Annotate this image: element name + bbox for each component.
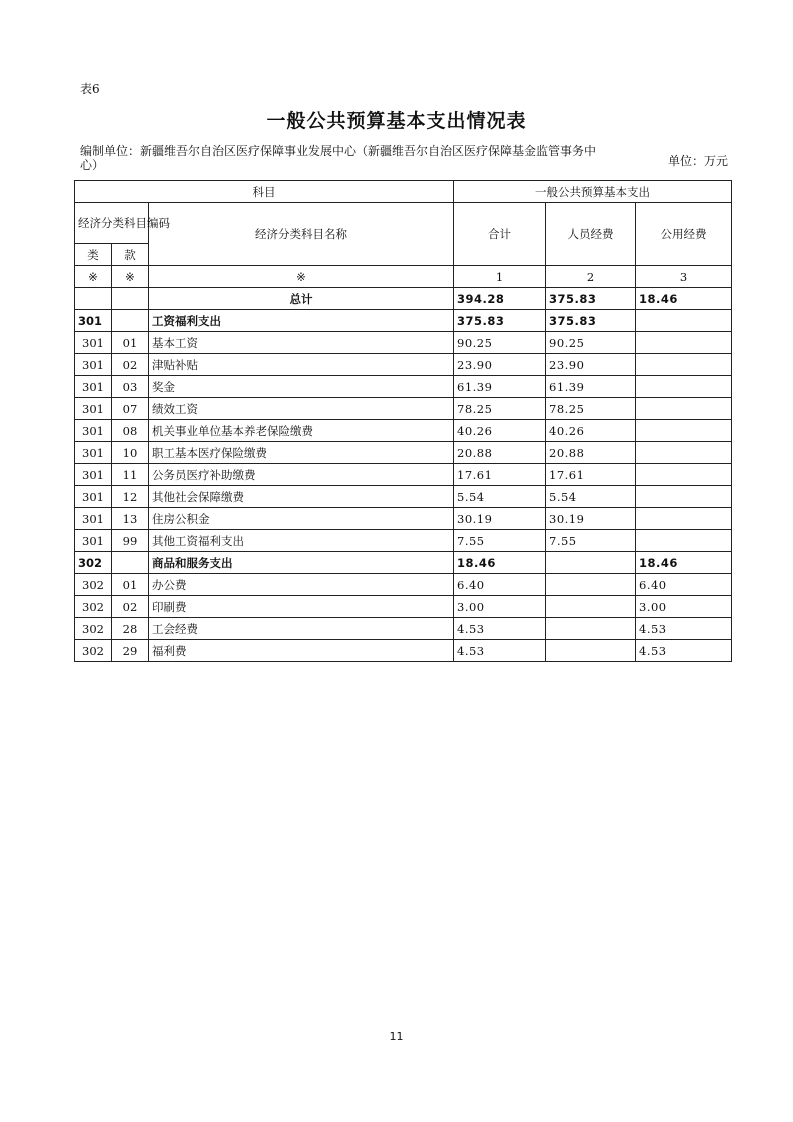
row-personnel: 30.19 (546, 508, 636, 530)
sum-label: 总计 (149, 288, 454, 310)
mark-kuan: ※ (112, 266, 149, 288)
row-public (636, 332, 732, 354)
sum-total: 394.28 (454, 288, 546, 310)
row-total: 4.53 (454, 618, 546, 640)
header-lei: 类 (75, 244, 112, 266)
row-kuan: 02 (112, 354, 149, 376)
sum-kuan (112, 288, 149, 310)
row-name: 其他社会保障缴费 (149, 486, 454, 508)
table-tag: 表6 (80, 82, 100, 96)
row-lei: 302 (75, 618, 112, 640)
row-public (636, 530, 732, 552)
table-row (75, 640, 732, 662)
table-row (75, 442, 732, 464)
col-index-3: 3 (636, 266, 732, 288)
page-number: 11 (389, 1030, 404, 1043)
row-lei: 302 (75, 640, 112, 662)
row-name: 津贴补贴 (149, 354, 454, 376)
row-total: 61.39 (454, 376, 546, 398)
row-kuan: 11 (112, 464, 149, 486)
row-total: 30.19 (454, 508, 546, 530)
row-public (636, 310, 732, 332)
row-name: 商品和服务支出 (149, 552, 454, 574)
row-total: 5.54 (454, 486, 546, 508)
row-name: 公务员医疗补助缴费 (149, 464, 454, 486)
row-lei: 301 (75, 508, 112, 530)
row-lei: 302 (75, 596, 112, 618)
row-public (636, 420, 732, 442)
row-total: 375.83 (454, 310, 546, 332)
row-total: 23.90 (454, 354, 546, 376)
header-code: 经济分类科目编码 (75, 203, 149, 244)
sum-personnel: 375.83 (546, 288, 636, 310)
row-name: 奖金 (149, 376, 454, 398)
org-line-1: 编制单位：新疆维吾尔自治区医疗保障事业发展中心（新疆维吾尔自治区医疗保障基金监管事务中 (80, 144, 597, 158)
table-row (75, 618, 732, 640)
header-row-1 (75, 181, 732, 203)
row-kuan (112, 310, 149, 332)
row-name: 工资福利支出 (149, 310, 454, 332)
row-name: 福利费 (149, 640, 454, 662)
row-personnel: 7.55 (546, 530, 636, 552)
table-row (75, 376, 732, 398)
budget-table (74, 180, 732, 662)
sum-public: 18.46 (636, 288, 732, 310)
row-public (636, 508, 732, 530)
row-name: 工会经费 (149, 618, 454, 640)
table-row (75, 332, 732, 354)
table-row (75, 530, 732, 552)
row-public: 3.00 (636, 596, 732, 618)
header-subject: 科目 (75, 181, 454, 203)
row-kuan: 12 (112, 486, 149, 508)
row-public (636, 464, 732, 486)
row-name: 办公费 (149, 574, 454, 596)
row-total: 20.88 (454, 442, 546, 464)
row-personnel (546, 618, 636, 640)
row-lei: 302 (75, 574, 112, 596)
sum-lei (75, 288, 112, 310)
row-personnel: 17.61 (546, 464, 636, 486)
table-row (75, 552, 732, 574)
row-public: 6.40 (636, 574, 732, 596)
row-lei: 301 (75, 442, 112, 464)
row-total: 18.46 (454, 552, 546, 574)
row-kuan: 02 (112, 596, 149, 618)
row-public (636, 354, 732, 376)
row-personnel: 20.88 (546, 442, 636, 464)
table-row (75, 398, 732, 420)
row-kuan: 01 (112, 574, 149, 596)
header-name: 经济分类科目名称 (149, 203, 454, 266)
row-lei: 301 (75, 376, 112, 398)
table-row (75, 464, 732, 486)
row-lei: 301 (75, 464, 112, 486)
row-kuan: 29 (112, 640, 149, 662)
row-total: 3.00 (454, 596, 546, 618)
header-budget: 一般公共预算基本支出 (454, 181, 732, 203)
row-public: 18.46 (636, 552, 732, 574)
row-personnel (546, 574, 636, 596)
header-public: 公用经费 (636, 203, 732, 266)
row-total: 90.25 (454, 332, 546, 354)
table-row (75, 420, 732, 442)
row-kuan: 01 (112, 332, 149, 354)
row-lei: 301 (75, 354, 112, 376)
row-kuan: 10 (112, 442, 149, 464)
row-lei: 301 (75, 420, 112, 442)
marker-row (75, 266, 732, 288)
row-total: 78.25 (454, 398, 546, 420)
row-lei: 301 (75, 486, 112, 508)
table-row (75, 596, 732, 618)
mark-lei: ※ (75, 266, 112, 288)
row-public (636, 442, 732, 464)
row-lei: 302 (75, 552, 112, 574)
row-personnel: 23.90 (546, 354, 636, 376)
header-kuan: 款 (112, 244, 149, 266)
org-line-2: 心） (80, 158, 105, 172)
row-kuan: 99 (112, 530, 149, 552)
table-row (75, 508, 732, 530)
col-index-1: 1 (454, 266, 546, 288)
row-personnel (546, 596, 636, 618)
row-personnel: 61.39 (546, 376, 636, 398)
row-kuan: 08 (112, 420, 149, 442)
col-index-2: 2 (546, 266, 636, 288)
sum-row (75, 288, 732, 310)
row-personnel (546, 552, 636, 574)
row-name: 绩效工资 (149, 398, 454, 420)
row-personnel: 5.54 (546, 486, 636, 508)
row-lei: 301 (75, 398, 112, 420)
header-row-2 (75, 203, 732, 244)
row-kuan: 03 (112, 376, 149, 398)
header-personnel: 人员经费 (546, 203, 636, 266)
table-row (75, 310, 732, 332)
row-public (636, 398, 732, 420)
table-row (75, 486, 732, 508)
row-public: 4.53 (636, 618, 732, 640)
row-name: 机关事业单位基本养老保险缴费 (149, 420, 454, 442)
row-kuan: 13 (112, 508, 149, 530)
row-name: 印刷费 (149, 596, 454, 618)
unit-label: 单位：万元 (668, 154, 729, 168)
row-lei: 301 (75, 530, 112, 552)
mark-name: ※ (149, 266, 454, 288)
row-name: 基本工资 (149, 332, 454, 354)
row-kuan (112, 552, 149, 574)
row-kuan: 28 (112, 618, 149, 640)
row-kuan: 07 (112, 398, 149, 420)
row-name: 职工基本医疗保险缴费 (149, 442, 454, 464)
row-personnel: 78.25 (546, 398, 636, 420)
row-total: 40.26 (454, 420, 546, 442)
page-title: 一般公共预算基本支出情况表 (266, 110, 527, 132)
row-total: 7.55 (454, 530, 546, 552)
row-name: 住房公积金 (149, 508, 454, 530)
row-public (636, 486, 732, 508)
row-name: 其他工资福利支出 (149, 530, 454, 552)
row-lei: 301 (75, 310, 112, 332)
row-total: 17.61 (454, 464, 546, 486)
row-personnel: 40.26 (546, 420, 636, 442)
table-row (75, 574, 732, 596)
row-personnel (546, 640, 636, 662)
row-public: 4.53 (636, 640, 732, 662)
row-total: 4.53 (454, 640, 546, 662)
row-total: 6.40 (454, 574, 546, 596)
row-public (636, 376, 732, 398)
header-total: 合计 (454, 203, 546, 266)
row-lei: 301 (75, 332, 112, 354)
row-personnel: 90.25 (546, 332, 636, 354)
row-personnel: 375.83 (546, 310, 636, 332)
table-row (75, 354, 732, 376)
org-label (80, 144, 600, 172)
